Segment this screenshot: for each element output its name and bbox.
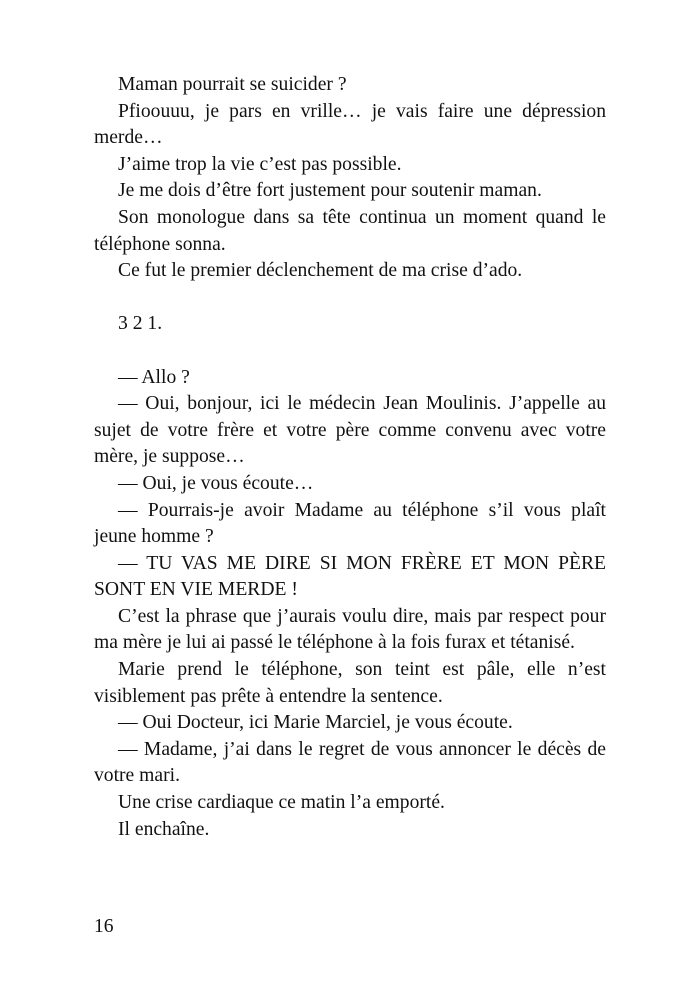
dialogue-line: — Oui, je vous écoute… bbox=[118, 472, 314, 494]
paragraph: Il enchaîne. bbox=[118, 818, 210, 840]
dialogue-line: — Oui Docteur, ici Marie Marciel, je vous écoute. bbox=[118, 712, 513, 734]
paragraph: C’est la phrase que j’aurais voulu dire, mais par respect pour ma mère je lui ai passé le téléphone à la fois furax et tétanisé. bbox=[94, 605, 606, 654]
dialogue-line: — Oui, bonjour, ici le médecin Jean Moulinis. J’appelle au sujet de votre frère et votre père comme convenu avec votre mère, je suppose… bbox=[94, 393, 606, 468]
paragraph: Son monologue dans sa tête continua un moment quand le téléphone sonna. bbox=[94, 206, 606, 255]
paragraph: J’aime trop la vie c’est pas possible. bbox=[118, 153, 402, 175]
body-text bbox=[94, 72, 606, 843]
dialogue-line: — Madame, j’ai dans le regret de vous annoncer le décès de votre mari. bbox=[94, 738, 606, 787]
paragraph: Pfioouuu, je pars en vrille… je vais faire une dépression merde… bbox=[94, 100, 606, 149]
dialogue-line: — Pourrais-je avoir Madame au téléphone s’il vous plaît jeune homme ? bbox=[94, 499, 606, 548]
dialogue-line: — TU VAS ME DIRE SI MON FRÈRE ET MON PÈRE SONT EN VIE MERDE ! bbox=[94, 552, 606, 601]
paragraph: Ce fut le premier déclenchement de ma crise d’ado. bbox=[118, 260, 523, 282]
paragraph: Je me dois d’être fort justement pour soutenir maman. bbox=[118, 180, 542, 202]
paragraph: Maman pourrait se suicider ? bbox=[118, 74, 347, 95]
paragraph: Marie prend le téléphone, son teint est pâle, elle n’est visiblement pas prête à entendre la sentence. bbox=[94, 659, 606, 707]
dialogue-line: — Allo ? bbox=[118, 366, 190, 388]
page-number: 16 bbox=[94, 916, 114, 937]
section-number: 3 2 1. bbox=[118, 313, 163, 335]
paragraph: Une crise cardiaque ce matin l’a emporté. bbox=[118, 792, 445, 814]
